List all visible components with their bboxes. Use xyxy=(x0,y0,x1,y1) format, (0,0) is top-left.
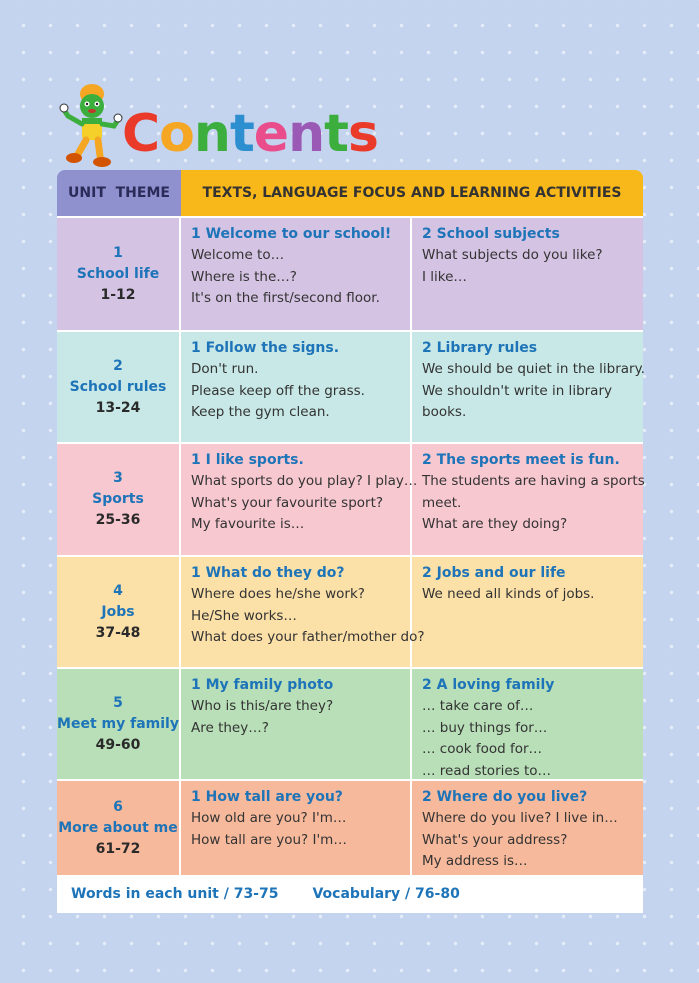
lesson-line: Are they…? xyxy=(191,719,269,736)
lesson-line: We shouldn't write in library xyxy=(422,382,612,399)
lesson-line: We need all kinds of jobs. xyxy=(422,586,595,602)
unit-pages: 25-36 xyxy=(95,512,141,528)
lesson-cell xyxy=(412,557,643,667)
lesson-cell xyxy=(181,444,418,555)
unit-number: 1 xyxy=(113,244,123,261)
mascot-illustration xyxy=(56,80,124,172)
lesson-title[interactable]: 2 Library rules xyxy=(422,340,538,356)
lesson-line: We should be quiet in the library. xyxy=(422,361,645,377)
lesson-line: It's on the first/second floor. xyxy=(191,290,380,306)
lesson-line: Where do you live? I live in… xyxy=(422,810,618,826)
lesson-line: What sports do you play? I play… xyxy=(191,473,418,489)
title-letter: t xyxy=(229,104,254,164)
title-letter: o xyxy=(159,104,194,164)
lesson-title[interactable]: 1 Welcome to our school! xyxy=(191,226,392,242)
lesson-cell xyxy=(412,669,643,779)
unit-theme: School rules xyxy=(69,378,167,395)
unit-cell xyxy=(57,669,181,779)
unit-pages: 49-60 xyxy=(95,736,141,753)
lesson-title[interactable]: 1 How tall are you? xyxy=(191,789,343,805)
title-letter: e xyxy=(253,104,289,164)
title-letter: t xyxy=(324,104,348,164)
lesson-line: Don't run. xyxy=(191,361,259,377)
unit-row xyxy=(57,330,643,442)
lesson-title[interactable]: 1 I like sports. xyxy=(191,452,304,468)
lesson-cell xyxy=(412,332,643,442)
lesson-line: … cook food for… xyxy=(422,741,543,757)
lesson-line: How old are you? I'm… xyxy=(191,810,347,826)
lesson-line: Where does he/she work? xyxy=(191,586,365,602)
page-title xyxy=(122,104,378,164)
lesson-line: What are they doing? xyxy=(422,516,568,532)
lesson-cell xyxy=(412,444,643,555)
unit-pages: 1-12 xyxy=(100,286,136,303)
lesson-line: … take care of… xyxy=(422,698,534,714)
unit-cell xyxy=(57,781,181,875)
lesson-title[interactable]: 2 Where do you live? xyxy=(422,789,588,805)
unit-pages: 37-48 xyxy=(95,624,141,641)
lesson-title[interactable]: 1 My family photo xyxy=(191,677,334,693)
unit-theme: More about me xyxy=(58,819,178,836)
footer-words-link[interactable]: Words in each unit / 73-75 xyxy=(71,886,279,902)
lesson-line: What's your favourite sport? xyxy=(191,494,384,511)
lesson-title[interactable]: 1 Follow the signs. xyxy=(191,340,340,356)
table-header xyxy=(57,170,643,216)
lesson-line: What's your address? xyxy=(422,831,568,848)
lesson-line: How tall are you? I'm… xyxy=(191,831,347,848)
title-letter: n xyxy=(193,104,230,164)
lesson-cell xyxy=(412,781,643,875)
unit-row xyxy=(57,555,643,667)
unit-number: 5 xyxy=(113,694,123,711)
lesson-line: He/She works… xyxy=(191,607,297,624)
lesson-line: I like… xyxy=(422,268,467,285)
unit-cell xyxy=(57,557,181,667)
lesson-line: … read stories to… xyxy=(422,762,552,779)
unit-number: 6 xyxy=(113,798,123,815)
lesson-cell xyxy=(181,557,425,667)
header-unit-theme: UNIT THEME xyxy=(57,170,181,216)
lesson-title[interactable]: 2 School subjects xyxy=(422,226,560,242)
unit-number: 2 xyxy=(113,357,123,374)
lesson-title[interactable]: 2 Jobs and our life xyxy=(422,565,566,581)
unit-cell xyxy=(57,218,181,330)
unit-row xyxy=(57,442,643,555)
lesson-line: The students are having a sports xyxy=(422,473,645,489)
lesson-cell xyxy=(412,218,643,330)
unit-theme: Meet my family xyxy=(57,715,179,732)
lesson-title[interactable]: 1 What do they do? xyxy=(191,565,345,581)
lesson-line: Welcome to… xyxy=(191,247,285,263)
unit-pages: 13-24 xyxy=(95,399,141,416)
lesson-line: My favourite is… xyxy=(191,516,305,532)
lesson-line: meet. xyxy=(422,494,462,511)
lesson-cell xyxy=(181,781,412,875)
lesson-title[interactable]: 2 The sports meet is fun. xyxy=(422,452,620,468)
lesson-line: books. xyxy=(422,404,467,420)
lesson-line: What subjects do you like? xyxy=(422,247,603,263)
table-footer xyxy=(57,875,643,913)
lesson-line: Keep the gym clean. xyxy=(191,404,330,420)
unit-cell xyxy=(57,332,181,442)
title-letter: n xyxy=(288,104,325,164)
lesson-line: Who is this/are they? xyxy=(191,698,334,714)
unit-row xyxy=(57,667,643,779)
lesson-cell xyxy=(181,669,412,779)
header-texts-activities: TEXTS, LANGUAGE FOCUS AND LEARNING ACTIVITIES xyxy=(181,170,643,216)
lesson-line: My address is… xyxy=(422,853,528,869)
unit-number: 4 xyxy=(113,582,123,599)
lesson-line: Please keep off the grass. xyxy=(191,382,365,399)
lesson-cell xyxy=(181,332,412,442)
lesson-line: Where is the…? xyxy=(191,268,297,285)
contents-table xyxy=(57,170,643,913)
lesson-line: What does your father/mother do? xyxy=(191,629,425,645)
unit-number: 3 xyxy=(113,470,123,486)
title-letter: s xyxy=(347,104,378,164)
unit-theme: Sports xyxy=(92,491,144,507)
footer-vocabulary-link[interactable]: Vocabulary / 76-80 xyxy=(312,886,460,902)
unit-pages: 61-72 xyxy=(95,840,141,857)
unit-theme: Jobs xyxy=(101,603,135,620)
unit-theme: School life xyxy=(76,265,160,282)
title-letter: C xyxy=(122,104,160,164)
lesson-title[interactable]: 2 A loving family xyxy=(422,677,555,693)
unit-row xyxy=(57,779,643,875)
unit-cell xyxy=(57,444,181,555)
unit-row xyxy=(57,216,643,330)
lesson-cell xyxy=(181,218,412,330)
lesson-line: … buy things for… xyxy=(422,719,548,736)
